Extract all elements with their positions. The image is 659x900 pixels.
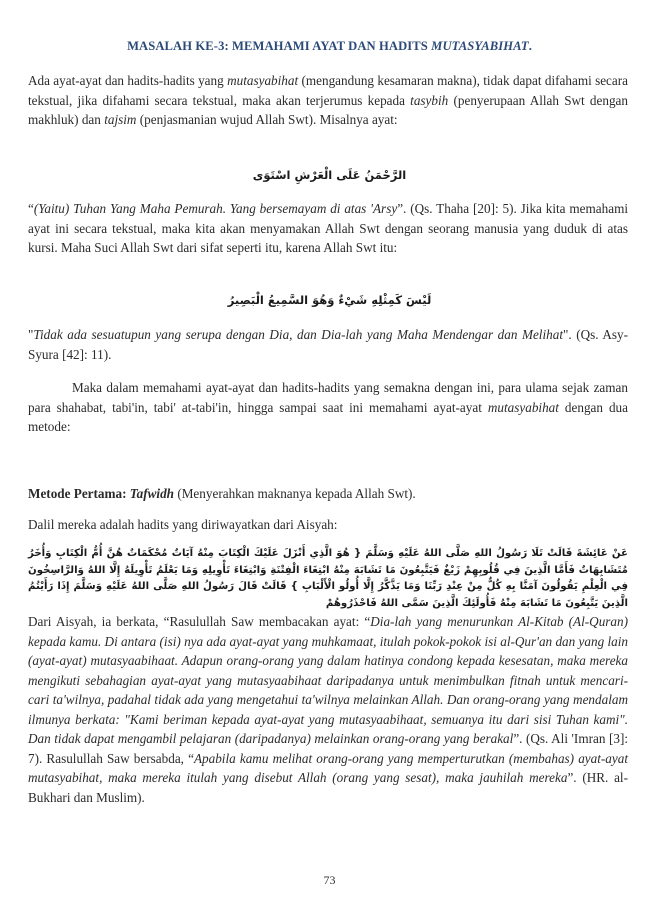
- page-number: 73: [323, 873, 336, 887]
- paragraph-methods-intro: [28, 378, 628, 437]
- text: ”. (HR. al-Bukhari dan Muslim).: [28, 770, 628, 805]
- title-end: .: [528, 39, 532, 53]
- quote-open: “: [28, 201, 34, 216]
- text: ". (Qs. Asy-Syura [42]: 11).: [28, 327, 629, 362]
- verse-translation: Dia-lah yang menurunkan Al-Kitab (Al-Quran) kepada kamu. Di antara (isi) nya ada ayat-ayat yang muhkamaat, itulah pokok-pokok isi al-Qur'an dan yang lain (ayat-ayat) mutasyaabihaat. Adapun orang-orang yang dalam hatinya condong kepada kesesatan, maka mereka mengikuti sebahagian ayat-ayat yang mutasyaabihaat daripadanya untuk menimbulkan fitnah untuk mencari-cari ta'wilnya, padahal tidak ada yang mengetahui ta'wilnya melainkan Allah. Dan orang-orang yang mendalam ilmunya berkata: "Kami beriman kepada ayat-ayat yang mutasyaabihaat, semuanya itu dari sisi Tuhan kami". Dan tidak dapat mengambil pelajaran (daripadanya) melainkan orang-orang yang berakal: [28, 614, 628, 746]
- text: dengan dua metode:: [28, 399, 628, 434]
- term-mutasyabihat: mutasyabihat: [487, 399, 559, 415]
- section-title: [0, 39, 659, 54]
- verse-translation: (Yaitu) Tuhan Yang Maha Pemurah. Yang bersemayam di atas 'Arsy: [33, 201, 398, 216]
- verse-translation: Tidak ada sesuatupun yang serupa dengan Dia, dan Dia-lah yang Maha Mendengar dan Melihat: [33, 327, 563, 342]
- arabic-verse-asy-syura: لَيْسَ كَمِثْلِهِ شَيْءٌ وَهُوَ السَّمِيعُ الْبَصِيرُ: [227, 293, 432, 307]
- text: (penyerupaan Allah Swt dengan makhluk) dan: [28, 92, 628, 127]
- text: ”. (Qs. Thaha [20]: 5). Jika kita memahami ayat ini secara tekstual, maka kita akan menyamakan Allah Swt dengan seorang manusia yang duduk di atas kursi. Maha Suci Allah Swt dari sifat seperti itu, karena Allah Swt itu:: [28, 201, 628, 255]
- text: Dari Aisyah, ia berkata, “Rasulullah Saw membacakan ayat: “: [28, 614, 371, 629]
- method-label: Metode Pertama:: [28, 486, 130, 501]
- paragraph-dalil: Dalil mereka adalah hadits yang diriwayatkan dari Aisyah:: [28, 517, 338, 532]
- arabic-verse-thaha: الرَّحْمَنُ عَلَى الْعَرْشِ اسْتَوَى: [252, 168, 407, 182]
- title-text: MASALAH KE-3: MEMAHAMI AYAT DAN HADITS: [127, 39, 432, 53]
- method-heading: [28, 484, 628, 504]
- method-description: (Menyerahkan maknanya kepada Allah Swt).: [174, 486, 416, 501]
- arabic-hadith-block: عَنْ عَائِشَةَ قَالَتْ تَلَا رَسُولُ اللهِ صَلَّى اللهُ عَلَيْهِ وَسَلَّمَ { هُوَ الَّذِي أَنْزَلَ عَلَيْكَ الْكِتَابَ مِنْهُ آيَاتٌ مُحْكَمَاتٌ هُنَّ أُمُّ الْكِتَابِ وَأُخَرُ مُتَشَابِهَاتٌ فَأَمَّا الَّذِينَ فِي قُلُوبِهِمْ زَيْغٌ فَيَتَّبِعُونَ مَا تَشَابَهَ مِنْهُ ابْتِغَاءَ الْفِتْنَةِ وَابْتِغَاءَ تَأْوِيلِهِ وَمَا يَعْلَمُ تَأْوِيلَهُ إِلَّا اللهُ وَالرَّاسِخُونَ فِي الْعِلْمِ يَقُولُونَ آمَنَّا بِهِ كُلٌّ مِنْ عِنْدِ رَبِّنَا وَمَا يَذَّكَّرُ إِلَّا أُولُو الْأَلْبَابِ } قَالَتْ قَالَ رَسُولُ اللهِ صَلَّى اللهُ عَلَيْهِ وَسَلَّمَ إِذَا رَأَيْتُمُ الَّذِينَ يَتَّبِعُونَ مَا تَشَابَهَ مِنْهُ فَأُولَئِكَ الَّذِينَ سَمَّى اللهُ فَاحْذَرُوهُمْ: [28, 548, 628, 609]
- hadith-translation: Apabila kamu melihat orang-orang yang memperturutkan (membahas) ayat-ayat mutasyabihat, maka mereka itulah yang disebut Allah (orang yang sesat), maka jauhilah mereka: [28, 750, 629, 785]
- paragraph-asy-syura-translation: [28, 325, 628, 364]
- title-italic-term: MUTASYABIHAT: [431, 39, 529, 53]
- term-tasybih: tasybih: [410, 92, 449, 108]
- paragraph-hadith-translation: [28, 612, 628, 807]
- term-tajsim: tajsim: [104, 112, 137, 127]
- text: ”. (Qs. Ali 'Imran [3]: 7). Rasulullah Saw bersabda, “: [28, 731, 628, 766]
- text: (mengandung kesamaran makna), tidak dapat difahami secara tekstual, jika difahami secara tekstual, maka akan terjerumus kepada: [28, 73, 629, 108]
- text: Ada ayat-ayat dan hadits-hadits yang: [28, 73, 228, 88]
- paragraph-intro: [28, 71, 628, 130]
- paragraph-thaha-translation: [28, 199, 628, 258]
- method-term: Tafwidh: [129, 486, 175, 501]
- term-mutasyabihat: mutasyabihat: [227, 73, 299, 88]
- text: Maka dalam memahami ayat-ayat dan hadits-hadits yang semakna dengan ini, para ulama sejak zaman para shahabat, tabi'in, tabi' at-tabi'in, hingga sampai saat ini memahami ayat-ayat: [28, 380, 628, 415]
- text: (penjasmanian wujud Allah Swt). Misalnya ayat:: [136, 112, 398, 127]
- quote-open: ": [28, 327, 34, 342]
